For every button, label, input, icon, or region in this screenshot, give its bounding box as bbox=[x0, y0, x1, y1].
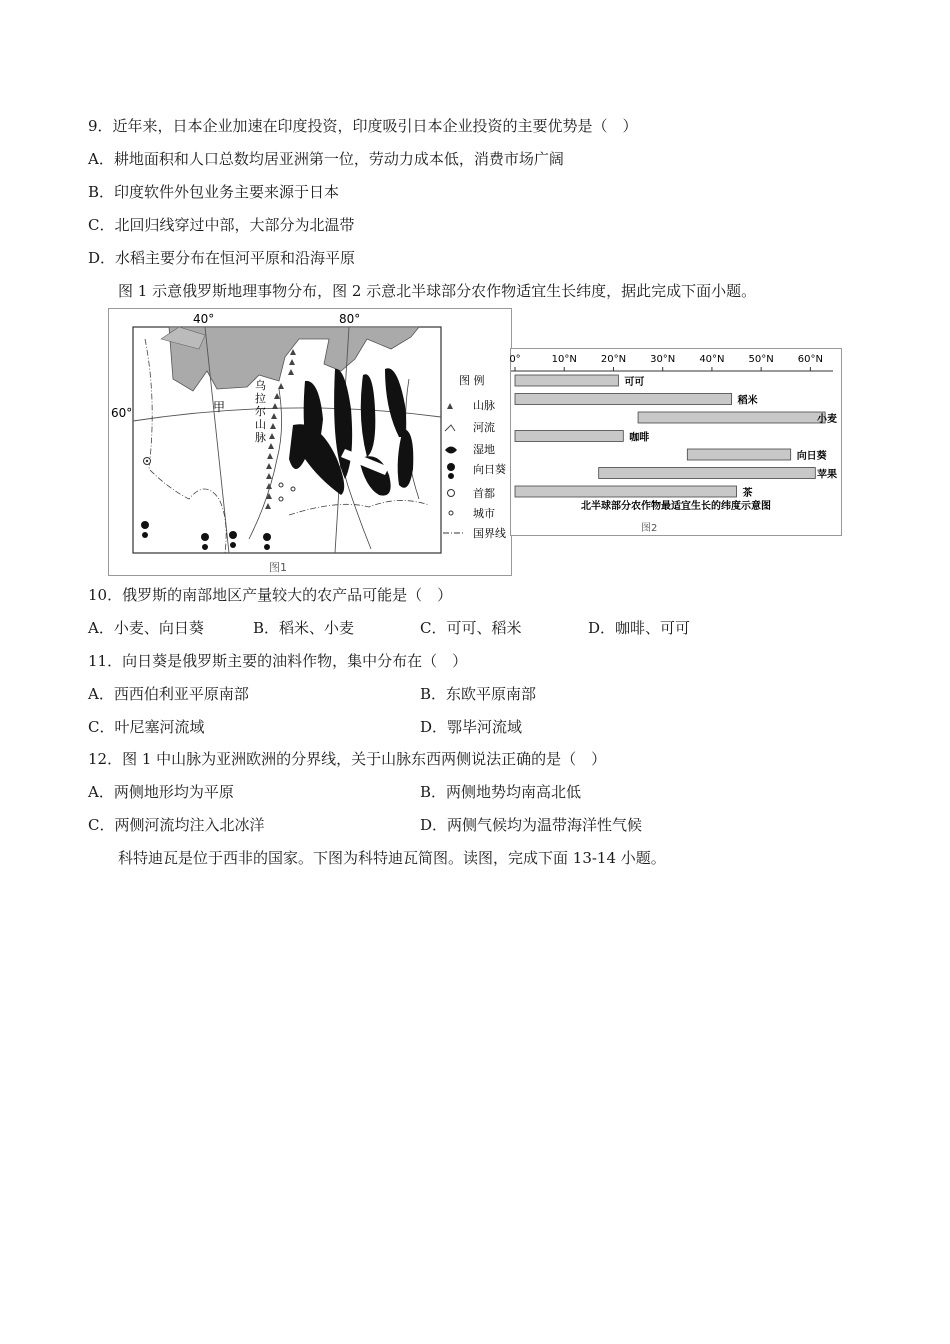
legend-wetland-icon bbox=[445, 447, 457, 454]
q11-option-a: A．西西伯利亚平原南部 bbox=[88, 685, 249, 703]
chart-title: 北半球部分农作物最适宜生长的纬度示意图 bbox=[581, 501, 771, 512]
chart-bar bbox=[515, 375, 618, 386]
legend-river-label: 河流 bbox=[473, 421, 495, 434]
chart-bar bbox=[687, 449, 790, 460]
region-label-jia: 甲 bbox=[213, 400, 226, 414]
intro-figures: 图 1 示意俄罗斯地理事物分布，图 2 示意北半球部分农作物适宜生长纬度，据此完成下面小题。 bbox=[118, 282, 757, 300]
q9-option-b: B．印度软件外包业务主要来源于日本 bbox=[88, 183, 340, 201]
figure-2-crop-latitude-chart bbox=[510, 348, 842, 536]
q11-option-d: D．鄂毕河流域 bbox=[420, 718, 523, 736]
legend-city-icon bbox=[449, 511, 453, 515]
legend-border-label: 国界线 bbox=[473, 527, 506, 540]
chart-bar-label: 可可 bbox=[624, 377, 645, 388]
chart-tick-label: 40°N bbox=[699, 354, 725, 365]
q10-option-b: B．稻米、小麦 bbox=[253, 619, 355, 637]
q12-option-c: C．两侧河流均注入北冰洋 bbox=[88, 816, 265, 834]
chart-bar bbox=[515, 431, 623, 442]
chart-bar-label: 苹果 bbox=[817, 469, 837, 481]
mountain-label-char-2: 拉 bbox=[255, 392, 266, 405]
q10-option-c: C．可可、稻米 bbox=[420, 619, 522, 637]
q11-option-c: C．叶尼塞河流域 bbox=[88, 718, 205, 736]
city-1 bbox=[279, 483, 283, 487]
chart-bar bbox=[515, 394, 732, 405]
chart-bar-label: 咖啡 bbox=[629, 432, 650, 444]
figure-2-caption: 图2 bbox=[641, 523, 658, 534]
city-3 bbox=[279, 497, 283, 501]
chart-tick-label: 0° bbox=[509, 354, 521, 365]
city-2 bbox=[291, 487, 295, 491]
lon-label-40: 40° bbox=[193, 312, 215, 326]
q11-stem: 11．向日葵是俄罗斯主要的油料作物，集中分布在（ ） bbox=[88, 652, 468, 670]
chart-tick-label: 10°N bbox=[551, 354, 577, 365]
legend-wetland-label: 湿地 bbox=[473, 443, 495, 456]
legend-sunflower-label: 向日葵 bbox=[473, 463, 506, 476]
lon-label-80: 80° bbox=[339, 312, 361, 326]
q12-option-a: A．两侧地形均为平原 bbox=[88, 783, 234, 801]
mountain-label-char-1: 乌 bbox=[255, 379, 266, 392]
q11-option-b: B．东欧平原南部 bbox=[420, 685, 537, 703]
chart-tick-label: 30°N bbox=[650, 354, 676, 365]
legend-title: 图 例 bbox=[459, 374, 485, 387]
lat-label-60: 60° bbox=[111, 406, 133, 420]
chart-bar bbox=[638, 412, 825, 423]
mountain-label-char-3: 尔 bbox=[255, 405, 266, 418]
chart-tick-label: 60°N bbox=[797, 354, 823, 365]
legend-river-icon bbox=[445, 425, 455, 431]
legend-mountain-label: 山脉 bbox=[473, 399, 495, 412]
q9-option-c: C．北回归线穿过中部，大部分为北温带 bbox=[88, 216, 355, 234]
chart-bar-label: 稻米 bbox=[737, 395, 758, 407]
chart-bar-label: 小麦 bbox=[817, 414, 837, 425]
q12-option-b: B．两侧地势均南高北低 bbox=[420, 783, 582, 801]
q9-option-d: D．水稻主要分布在恒河平原和沿海平原 bbox=[88, 249, 356, 267]
crop-latitude-chart-svg bbox=[511, 349, 841, 535]
chart-bar-label: 茶 bbox=[742, 488, 753, 499]
q12-option-d: D．两侧气候均为温带海洋性气候 bbox=[420, 816, 643, 834]
q9-option-a: A．耕地面积和人口总数均居亚洲第一位，劳动力成本低，消费市场广阔 bbox=[88, 150, 564, 168]
q12-stem: 12．图 1 中山脉为亚洲欧洲的分界线，关于山脉东西两侧说法正确的是（ ） bbox=[88, 750, 607, 768]
chart-bar bbox=[515, 486, 737, 497]
russia-map-svg bbox=[109, 309, 511, 575]
mountain-label-char-4: 山 bbox=[255, 418, 266, 431]
q10-option-a: A．小麦、向日葵 bbox=[88, 619, 204, 637]
q10-stem: 10．俄罗斯的南部地区产量较大的农产品可能是（ ） bbox=[88, 586, 453, 604]
chart-tick-label: 50°N bbox=[748, 354, 774, 365]
chart-bar bbox=[599, 468, 816, 479]
legend-capital-icon bbox=[448, 490, 455, 497]
legend-mountain-icon bbox=[447, 403, 453, 409]
figure-1-russia-map bbox=[108, 308, 512, 576]
legend-sunflower-icon bbox=[447, 463, 455, 479]
legend-city-label: 城市 bbox=[473, 507, 495, 520]
q10-option-d: D．咖啡、可可 bbox=[588, 619, 691, 637]
figure-1-caption: 图1 bbox=[269, 561, 287, 574]
chart-bar-label: 向日葵 bbox=[796, 451, 827, 462]
q9-stem: 9．近年来，日本企业加速在印度投资，印度吸引日本企业投资的主要优势是（ ） bbox=[88, 117, 638, 135]
capital-dot bbox=[146, 460, 148, 462]
chart-tick-label: 20°N bbox=[600, 354, 627, 365]
intro-cote-divoire: 科特迪瓦是位于西非的国家。下图为科特迪瓦简图。读图，完成下面 13-14 小题。 bbox=[118, 849, 666, 867]
legend-capital-label: 首都 bbox=[473, 487, 495, 500]
mountain-label-char-5: 脉 bbox=[255, 431, 266, 444]
